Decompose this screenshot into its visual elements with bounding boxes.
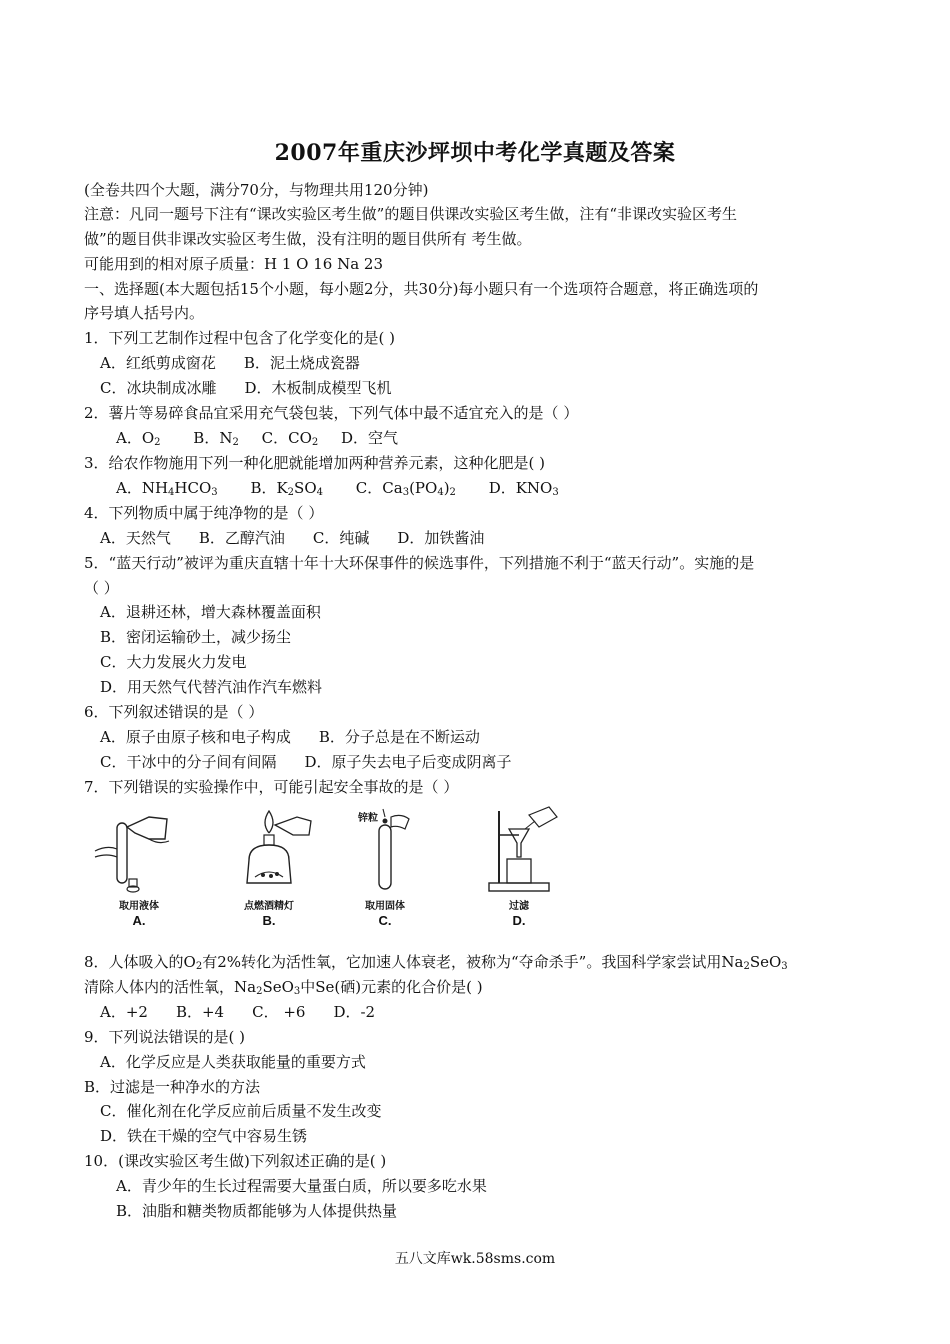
section1-heading-cont: 序号填人括号内。 (84, 304, 205, 322)
q4-option-d: D．加铁酱油 (397, 529, 485, 547)
q2-stem: 2．薯片等易碎食品宜采用充气袋包装，下列气体中最不适宜充入的是（ ） (84, 404, 579, 422)
q2-options (116, 428, 398, 453)
q9-option-c: C．催化剂在化学反应前后质量不发生改变 (100, 1102, 382, 1120)
q4-option-a: A．天然气 (100, 529, 171, 547)
q5-option-b: B．密闭运输砂土，减少扬尘 (100, 628, 292, 646)
q9-option-b: B．过滤是一种净水的方法 (84, 1078, 261, 1096)
q6-option-c: C．干冰中的分子间有间隔 (100, 753, 277, 771)
q7-stem: 7．下列错误的实验操作中，可能引起安全事故的是（ ） (84, 778, 459, 796)
q4-option-c: C．纯碱 (312, 529, 370, 547)
q3-option-d: D．$KNO_3$ (488, 479, 559, 498)
q7-figure-c-letter: C. (378, 913, 392, 928)
q6-options-row1 (100, 727, 480, 747)
q7-figure-a-caption: 取用液体 (119, 901, 159, 912)
q9-option-a: A．化学反应是人类获取能量的重要方式 (100, 1053, 366, 1071)
q5-option-a: A．退耕还林，增大森林覆盖面积 (100, 603, 321, 621)
q7-figure-b-letter: B. (262, 913, 276, 928)
q7-figure-b-caption: 点燃酒精灯 (244, 901, 294, 912)
q10-stem: 10．(课改实验区考生做)下列叙述正确的是( ) (84, 1152, 387, 1170)
q6-stem: 6．下列叙述错误的是（ ） (84, 703, 264, 721)
q8-stem-line2: 清除人体内的活性氧，$Na_2SeO_3$中Se(硒)元素的化合价是( ) (84, 978, 483, 997)
q10-option-b: B．油脂和糖类物质都能够为人体提供热量 (116, 1202, 398, 1220)
q6-option-a: A．原子由原子核和电子构成 (100, 728, 291, 746)
q4-option-b: B．乙醇汽油 (198, 529, 285, 547)
section1-heading: 一、选择题(本大题包括15个小题，每小题2分，共30分)每小题只有一个选项符合题意，将正确选项的 (84, 280, 759, 298)
q6-option-b: B．分子总是在不断运动 (318, 728, 480, 746)
q5-stem: 5．“蓝天行动”被评为重庆直辖十年十大环保事件的候选事件，下列措施不利于“蓝天行动”。实施的是 (84, 554, 755, 572)
q1-options-row1 (100, 353, 360, 373)
q7-figure-d-letter: D. (512, 913, 526, 928)
intro-atomic-mass: 可能用到的相对原子质量：H 1 O 16 Na 23 (84, 255, 384, 273)
filtration-illustration (469, 805, 569, 895)
q5-stem-cont: （ ） (84, 579, 119, 597)
q6-option-d: D．原子失去电子后变成阴离子 (304, 753, 512, 771)
q9-stem: 9．下列说法错误的是( ) (84, 1028, 246, 1046)
q2-option-a: A．$O_2$ (116, 429, 161, 448)
footer-watermark: 五八文库wk.58sms.com (394, 1251, 556, 1267)
q3-stem: 3．给农作物施用下列一种化肥就能增加两种营养元素，这种化肥是( ) (84, 454, 546, 472)
q7-figure-a-letter: A. (132, 913, 146, 928)
q6-options-row2 (100, 752, 512, 772)
q1-option-b: B．泥土烧成瓷器 (243, 354, 360, 372)
q8-option-b: B．+4 (175, 1003, 225, 1021)
q1-options-row2 (100, 378, 392, 398)
page-title: 2007年重庆沙坪坝中考化学真题及答案 (274, 140, 676, 166)
q3-options (116, 478, 559, 503)
q8-option-d: D．-2 (333, 1003, 376, 1021)
q1-option-a: A．红纸剪成窗花 (100, 354, 216, 372)
intro-notice-line2: 做”的题目供非课改实验区考生做，没有注明的题目供所有 考生做。 (84, 230, 532, 248)
pour-liquid-illustration (89, 805, 189, 895)
q7-figure-d (464, 805, 574, 928)
q7-figure-d-caption: 过滤 (509, 901, 529, 912)
q8-stem-line1: 8．人体吸入的$O_2$有2%转化为活性氧，它加速人体衰老，被称为“夺命杀手”。我国科学家尝试用$Na_2SeO_3$ (84, 953, 788, 972)
q7-figure-a (84, 805, 194, 928)
q10-option-a: A．青少年的生长过程需要大量蛋白质，所以要多吃水果 (116, 1177, 487, 1195)
q3-option-a: A．$NH_4HCO_3$ (116, 479, 218, 498)
q9-option-d: D．铁在干燥的空气中容易生锈 (100, 1127, 308, 1145)
q1-stem: 1．下列工艺制作过程中包含了化学变化的是( ) (84, 329, 396, 347)
q5-option-c: C．大力发展火力发电 (100, 653, 247, 671)
q2-option-c: C．$CO_2$ (261, 429, 319, 448)
alcohol-lamp-illustration (219, 805, 319, 895)
zinc-granule-label: 锌粒 (358, 813, 378, 824)
q2-option-b: B．$N_2$ (193, 429, 239, 448)
q3-option-c: C．$Ca_3(PO_4)_2$ (355, 479, 456, 498)
intro-exam-info: (全卷共四个大题，满分70分，与物理共用120分钟) (84, 181, 429, 199)
q8-option-c: C． +6 (252, 1003, 306, 1021)
q2-option-d: D．空气 (341, 429, 399, 447)
q1-option-c: C．冰块制成冰雕 (100, 379, 217, 397)
q8-options (100, 1002, 375, 1022)
q7-figures (84, 805, 604, 935)
q7-figure-c (330, 805, 440, 928)
solid-sampling-illustration (335, 805, 435, 895)
intro-notice-line1: 注意：凡同一题号下注有“课改实验区考生做”的题目供课改实验区考生做，注有“非课改实验区考生 (84, 205, 738, 223)
q7-figure-c-caption: 取用固体 (365, 901, 405, 912)
q4-stem: 4．下列物质中属于纯净物的是（ ） (84, 504, 324, 522)
q4-options (100, 528, 484, 548)
q8-option-a: A．+2 (100, 1003, 148, 1021)
q3-option-b: B．$K_2SO_4$ (250, 479, 323, 498)
q1-option-d: D．木板制成模型飞机 (244, 379, 392, 397)
q5-option-d: D．用天然气代替汽油作汽车燃料 (100, 678, 323, 696)
q7-figure-b (214, 805, 324, 928)
